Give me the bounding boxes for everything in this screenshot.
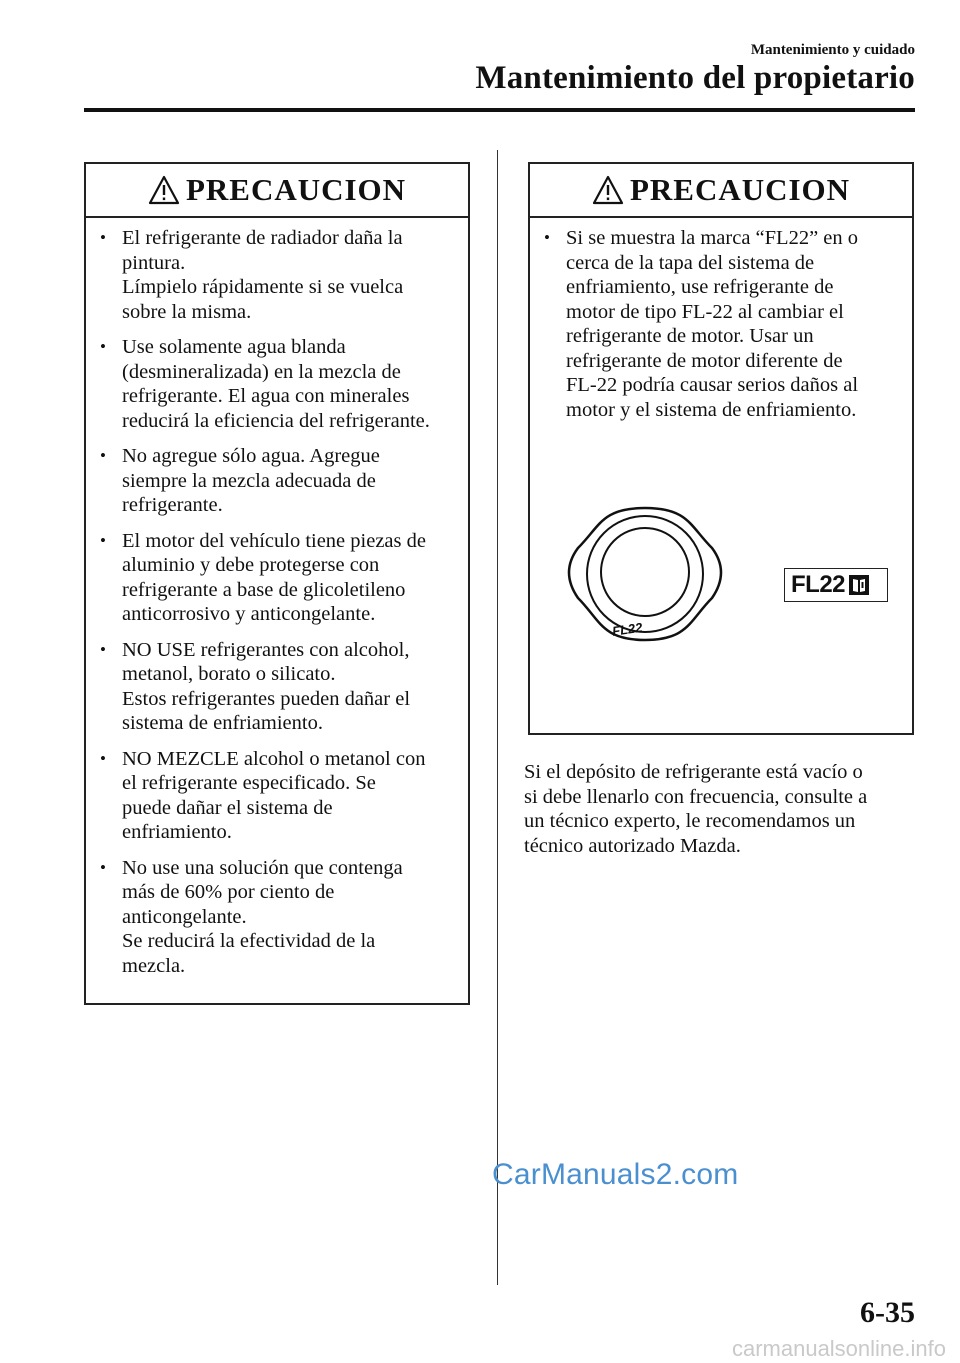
caution-line: FL-22 podría causar serios daños al bbox=[566, 374, 859, 396]
caution-item bbox=[544, 226, 902, 422]
caution-line: (desmineralizada) en la mezcla de bbox=[122, 360, 401, 383]
caution-line: refrigerante. El agua con minerales bbox=[122, 385, 410, 407]
caution-line: enfriamiento, use refrigerante de bbox=[566, 276, 834, 298]
caution-line: Límpielo rápidamente si se vuelca bbox=[122, 276, 404, 298]
caution-header bbox=[530, 164, 912, 218]
page-number: 6-35 bbox=[860, 1296, 915, 1329]
caution-line: Estos refrigerantes pueden dañar el bbox=[122, 687, 411, 710]
column-divider bbox=[497, 150, 498, 1285]
warning-triangle-icon bbox=[148, 175, 180, 205]
caution-line: metanol, borato o silicato. bbox=[122, 663, 336, 685]
caution-title: PRECAUCION bbox=[629, 172, 851, 207]
caution-line: refrigerante de motor. Usar un bbox=[566, 325, 814, 347]
caution-line: el refrigerante especificado. Se bbox=[122, 772, 376, 794]
caution-line: • No use una solución que contenga bbox=[122, 856, 403, 879]
caution-line: puede dañar el sistema de bbox=[122, 796, 333, 819]
footer-site: carmanualsonline.info bbox=[731, 1336, 946, 1361]
caution-line: • Use solamente agua blanda bbox=[122, 336, 346, 358]
body-line: si debe llenarlo con frecuencia, consulte a bbox=[524, 785, 868, 808]
radiator-cap-illustration bbox=[540, 500, 770, 680]
caution-line: Se reducirá la efectividad de la bbox=[122, 930, 376, 952]
body-line: Si el depósito de refrigerante está vacío o bbox=[524, 761, 863, 783]
caution-line: refrigerante a base de glicoletileno bbox=[122, 578, 406, 601]
section-title: Mantenimiento y cuidado bbox=[750, 42, 915, 58]
caution-line: • El motor del vehículo tiene piezas de bbox=[122, 529, 426, 552]
caution-item bbox=[100, 856, 458, 979]
warning-triangle-icon bbox=[592, 175, 624, 205]
caution-item bbox=[100, 529, 458, 627]
caution-item bbox=[100, 638, 458, 736]
caution-line: • NO MEZCLE alcohol o metanol con bbox=[122, 747, 426, 770]
caution-line: enfriamiento. bbox=[122, 821, 232, 843]
header-rule bbox=[84, 108, 915, 112]
caution-line: pintura. bbox=[122, 251, 186, 274]
body-line: un técnico experto, le recomendamos un bbox=[524, 810, 856, 832]
caution-line: sobre la misma. bbox=[122, 300, 252, 323]
caution-line: refrigerante. bbox=[122, 494, 223, 516]
caution-line: cerca de la tapa del sistema de bbox=[566, 251, 815, 274]
caution-box-left bbox=[84, 162, 470, 1005]
caution-line: más de 60% por ciento de bbox=[122, 881, 335, 903]
caution-line: reducirá la eficiencia del refrigerante. bbox=[122, 409, 430, 432]
caution-line: motor de tipo FL-22 al cambiar el bbox=[566, 300, 844, 323]
fl22-badge bbox=[784, 568, 888, 602]
caution-line: • El refrigerante de radiador daña la bbox=[122, 227, 403, 249]
caution-title: PRECAUCION bbox=[185, 172, 407, 207]
caution-item bbox=[100, 747, 458, 845]
caution-line: siempre la mezcla adecuada de bbox=[122, 469, 376, 492]
caution-line: anticorrosivo y anticongelante. bbox=[122, 603, 376, 625]
radiator-cap-figure bbox=[540, 500, 900, 680]
caution-line: refrigerante de motor diferente de bbox=[566, 349, 843, 372]
cap-marking-text: FL22 bbox=[611, 619, 644, 639]
caution-list bbox=[530, 218, 912, 422]
caution-line: mezcla. bbox=[122, 954, 186, 977]
chapter-title: Mantenimiento del propietario bbox=[475, 60, 915, 96]
caution-line: • No agregue sólo agua. Agregue bbox=[122, 445, 380, 467]
caution-item bbox=[100, 335, 458, 433]
caution-item bbox=[100, 226, 458, 324]
fl22-badge-text: FL22 bbox=[791, 571, 846, 598]
caution-item bbox=[100, 444, 458, 518]
caution-line: • NO USE refrigerantes con alcohol, bbox=[122, 638, 410, 661]
body-line: técnico autorizado Mazda. bbox=[524, 834, 741, 857]
caution-line: • Si se muestra la marca “FL22” en o bbox=[566, 227, 859, 249]
book-icon bbox=[848, 574, 870, 596]
watermark: CarManuals2.com bbox=[492, 1158, 739, 1191]
caution-line: sistema de enfriamiento. bbox=[122, 712, 323, 734]
caution-list bbox=[86, 218, 468, 978]
caution-line: aluminio y debe protegerse con bbox=[122, 554, 380, 576]
caution-line: motor y el sistema de enfriamiento. bbox=[566, 398, 857, 421]
caution-line: anticongelante. bbox=[122, 905, 247, 928]
body-paragraph bbox=[524, 760, 919, 858]
caution-header bbox=[86, 164, 468, 218]
